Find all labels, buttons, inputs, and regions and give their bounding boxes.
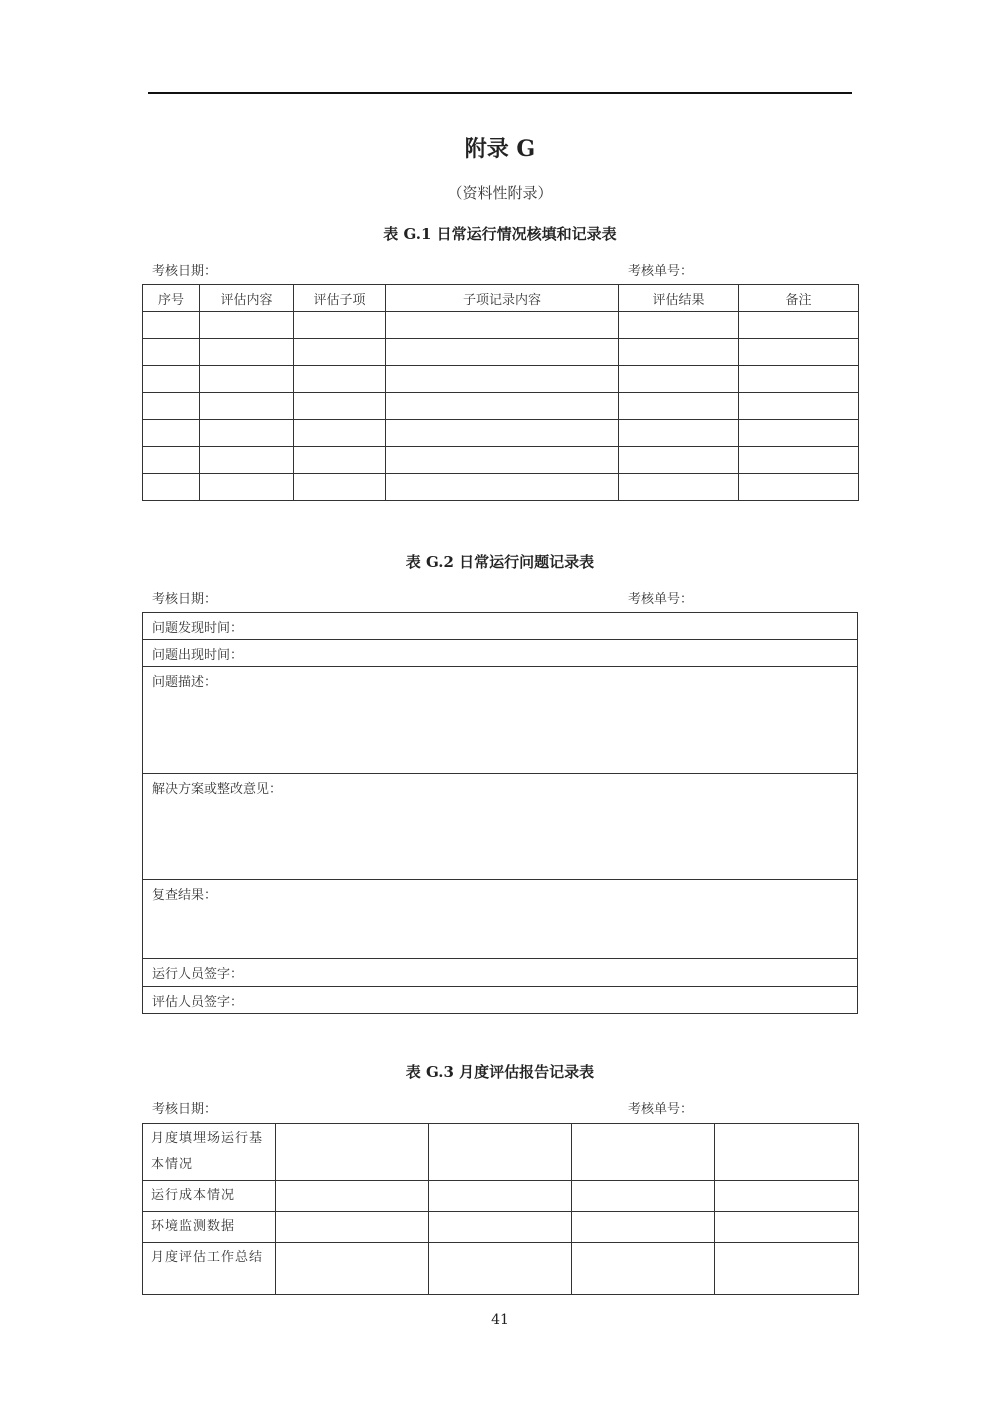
table-cell[interactable] bbox=[200, 366, 294, 393]
table-cell[interactable] bbox=[572, 1243, 715, 1295]
appendix-title: 附录 G bbox=[464, 136, 536, 162]
table-cell[interactable] bbox=[386, 393, 619, 420]
table-g2-number-label: 考核单号： bbox=[628, 592, 694, 607]
table-g1-caption: 表 G.1 日常运行情况核填和记录表 bbox=[383, 225, 617, 243]
field-evaluator-signature[interactable]: 评估人员签字： bbox=[143, 987, 858, 1014]
table-row bbox=[143, 613, 858, 640]
table-cell[interactable] bbox=[715, 1181, 859, 1212]
table-cell[interactable] bbox=[429, 1212, 572, 1243]
page-number: 41 bbox=[491, 1312, 509, 1328]
table-cell[interactable] bbox=[739, 366, 859, 393]
table-cell[interactable] bbox=[619, 366, 739, 393]
field-occur-time[interactable]: 问题出现时间： bbox=[143, 640, 858, 667]
table-cell[interactable] bbox=[386, 447, 619, 474]
table-g1-number-label: 考核单号： bbox=[628, 264, 694, 279]
table-cell[interactable] bbox=[200, 339, 294, 366]
header-serial: 序号 bbox=[143, 285, 200, 312]
table-cell[interactable] bbox=[386, 312, 619, 339]
table-row bbox=[143, 1181, 859, 1212]
table-g2-caption: 表 G.2 日常运行问题记录表 bbox=[405, 553, 595, 571]
table-cell[interactable] bbox=[619, 447, 739, 474]
table-cell[interactable] bbox=[572, 1212, 715, 1243]
table-cell[interactable] bbox=[386, 420, 619, 447]
table-cell[interactable] bbox=[200, 447, 294, 474]
table-cell[interactable] bbox=[715, 1243, 859, 1295]
table-cell[interactable] bbox=[739, 339, 859, 366]
table-cell[interactable] bbox=[294, 474, 386, 501]
table-row bbox=[143, 312, 859, 339]
table-cell[interactable] bbox=[619, 420, 739, 447]
table-cell[interactable] bbox=[143, 339, 200, 366]
table-row bbox=[143, 393, 859, 420]
header-remarks: 备注 bbox=[739, 285, 859, 312]
table-cell[interactable] bbox=[619, 474, 739, 501]
table-cell[interactable] bbox=[200, 474, 294, 501]
table-cell[interactable] bbox=[143, 447, 200, 474]
table-g1-date-label: 考核日期： bbox=[152, 264, 218, 279]
table-cell[interactable] bbox=[429, 1124, 572, 1181]
table-row bbox=[143, 959, 858, 987]
table-cell[interactable] bbox=[200, 393, 294, 420]
table-row bbox=[143, 987, 858, 1014]
table-cell[interactable] bbox=[143, 393, 200, 420]
table-cell[interactable] bbox=[619, 393, 739, 420]
table-row bbox=[143, 447, 859, 474]
table-cell[interactable] bbox=[276, 1243, 429, 1295]
table-cell[interactable] bbox=[276, 1212, 429, 1243]
field-solution[interactable]: 解决方案或整改意见： bbox=[143, 774, 858, 880]
field-operator-signature[interactable]: 运行人员签字： bbox=[143, 959, 858, 987]
table-g3-date-label: 考核日期： bbox=[152, 1102, 218, 1117]
table-row bbox=[143, 880, 858, 959]
table-cell[interactable] bbox=[143, 312, 200, 339]
appendix-subtitle: （资料性附录） bbox=[447, 184, 553, 202]
table-cell[interactable] bbox=[739, 393, 859, 420]
row-label-operating-cost: 运行成本情况 bbox=[143, 1181, 276, 1212]
field-description[interactable]: 问题描述： bbox=[143, 667, 858, 774]
table-row bbox=[143, 474, 859, 501]
table-g2 bbox=[142, 612, 858, 1014]
table-row bbox=[143, 774, 858, 880]
table-row bbox=[143, 667, 858, 774]
header-rule bbox=[148, 92, 852, 94]
table-cell[interactable] bbox=[294, 312, 386, 339]
table-cell[interactable] bbox=[200, 312, 294, 339]
row-label-basic-status: 月度填埋场运行基本情况 bbox=[143, 1124, 276, 1181]
table-cell[interactable] bbox=[294, 339, 386, 366]
table-cell[interactable] bbox=[276, 1181, 429, 1212]
table-row bbox=[143, 640, 858, 667]
table-row bbox=[143, 1212, 859, 1243]
table-g3-number-label: 考核单号： bbox=[628, 1102, 694, 1117]
table-cell[interactable] bbox=[143, 474, 200, 501]
table-cell[interactable] bbox=[739, 474, 859, 501]
table-cell[interactable] bbox=[276, 1124, 429, 1181]
table-cell[interactable] bbox=[739, 447, 859, 474]
table-cell[interactable] bbox=[294, 393, 386, 420]
table-cell[interactable] bbox=[294, 420, 386, 447]
table-cell[interactable] bbox=[739, 420, 859, 447]
table-header-row bbox=[143, 285, 859, 312]
table-cell[interactable] bbox=[429, 1181, 572, 1212]
field-found-time[interactable]: 问题发现时间： bbox=[143, 613, 858, 640]
table-cell[interactable] bbox=[386, 474, 619, 501]
table-cell[interactable] bbox=[572, 1124, 715, 1181]
table-cell[interactable] bbox=[143, 366, 200, 393]
table-cell[interactable] bbox=[386, 366, 619, 393]
header-subitem-record: 子项记录内容 bbox=[386, 285, 619, 312]
field-review-result[interactable]: 复查结果： bbox=[143, 880, 858, 959]
header-eval-result: 评估结果 bbox=[619, 285, 739, 312]
table-cell[interactable] bbox=[619, 312, 739, 339]
table-cell[interactable] bbox=[715, 1212, 859, 1243]
table-cell[interactable] bbox=[143, 420, 200, 447]
table-g3 bbox=[142, 1123, 859, 1295]
table-row bbox=[143, 366, 859, 393]
table-g3-caption: 表 G.3 月度评估报告记录表 bbox=[405, 1063, 595, 1081]
table-cell[interactable] bbox=[572, 1181, 715, 1212]
table-row bbox=[143, 420, 859, 447]
row-label-monthly-summary: 月度评估工作总结 bbox=[143, 1243, 276, 1295]
table-cell[interactable] bbox=[294, 447, 386, 474]
table-row bbox=[143, 1243, 859, 1295]
header-eval-content: 评估内容 bbox=[200, 285, 294, 312]
row-label-env-monitoring: 环境监测数据 bbox=[143, 1212, 276, 1243]
table-cell[interactable] bbox=[294, 366, 386, 393]
table-cell[interactable] bbox=[200, 420, 294, 447]
table-cell[interactable] bbox=[619, 339, 739, 366]
table-g2-date-label: 考核日期： bbox=[152, 592, 218, 607]
table-cell[interactable] bbox=[386, 339, 619, 366]
table-cell[interactable] bbox=[715, 1124, 859, 1181]
table-row bbox=[143, 1124, 859, 1181]
table-g1 bbox=[142, 284, 859, 501]
table-cell[interactable] bbox=[429, 1243, 572, 1295]
table-cell[interactable] bbox=[739, 312, 859, 339]
table-row bbox=[143, 339, 859, 366]
header-eval-subitem: 评估子项 bbox=[294, 285, 386, 312]
